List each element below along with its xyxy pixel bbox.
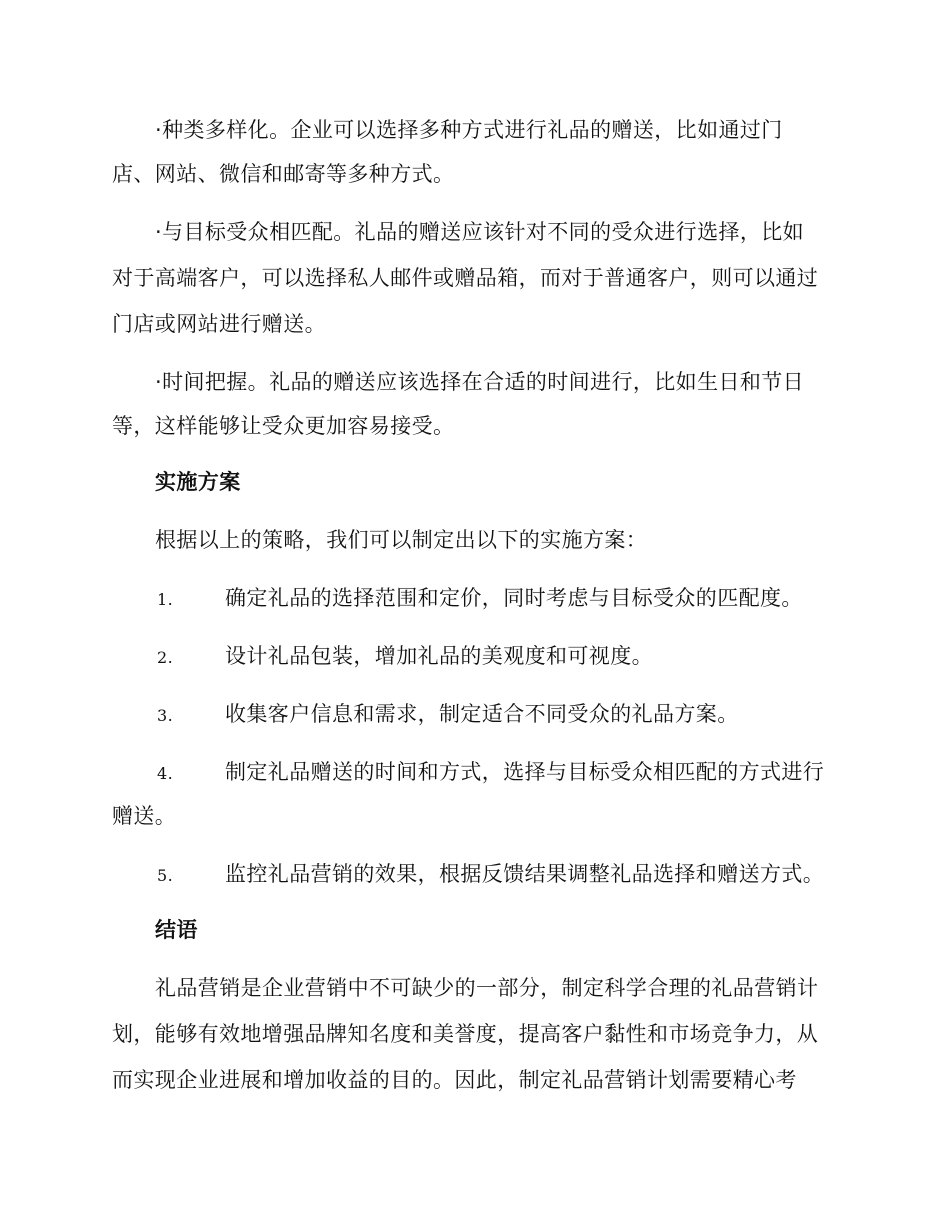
- conclusion-line-3: 而实现企业进展和增加收益的目的。因此，制定礼品营销计划需要精心考: [112, 1068, 797, 1092]
- step-text: 制定礼品赠送的时间和方式，选择与目标受众相匹配的方式进行: [225, 760, 825, 784]
- step-number: 4.: [157, 764, 174, 783]
- bullet-variety-line-2: 店、网站、微信和邮寄等多种方式。: [112, 162, 455, 186]
- step-text: 收集客户信息和需求，制定适合不同受众的礼品方案。: [225, 702, 739, 726]
- bullet-audience-line-2: 对于高端客户，可以选择私人邮件或赠品箱，而对于普通客户，则可以通过: [112, 266, 819, 290]
- step-number: 2.: [157, 648, 174, 667]
- bullet-timing-line-1: ·时间把握。礼品的赠送应该选择在合适的时间进行，比如生日和节日: [155, 370, 805, 394]
- section-heading-conclusion: 结语: [155, 918, 198, 942]
- step-number: 1.: [157, 590, 174, 609]
- conclusion-line-1: 礼品营销是企业营销中不可缺少的一部分，制定科学合理的礼品营销计: [155, 976, 819, 1000]
- step-text: 监控礼品营销的效果，根据反馈结果调整礼品选择和赠送方式。: [225, 862, 825, 886]
- bullet-audience-line-3: 门店或网站进行赠送。: [112, 312, 326, 336]
- step-number: 3.: [157, 706, 174, 725]
- step-number: 5.: [157, 866, 174, 885]
- conclusion-line-2: 划，能够有效地增强品牌知名度和美誉度，提高客户黏性和市场竞争力，从: [112, 1022, 819, 1046]
- bullet-variety-line-1: ·种类多样化。企业可以选择多种方式进行礼品的赠送，比如通过门: [155, 118, 783, 142]
- section-heading-plan: 实施方案: [155, 470, 241, 494]
- step-text: 确定礼品的选择范围和定价，同时考虑与目标受众的匹配度。: [225, 586, 803, 610]
- step-text-continuation: 赠送。: [112, 804, 177, 828]
- bullet-timing-line-2: 等，这样能够让受众更加容易接受。: [112, 414, 455, 438]
- plan-intro: 根据以上的策略，我们可以制定出以下的实施方案：: [155, 528, 648, 552]
- bullet-audience-line-1: ·与目标受众相匹配。礼品的赠送应该针对不同的受众进行选择，比如: [155, 220, 805, 244]
- step-text: 设计礼品包装，增加礼品的美观度和可视度。: [225, 644, 653, 668]
